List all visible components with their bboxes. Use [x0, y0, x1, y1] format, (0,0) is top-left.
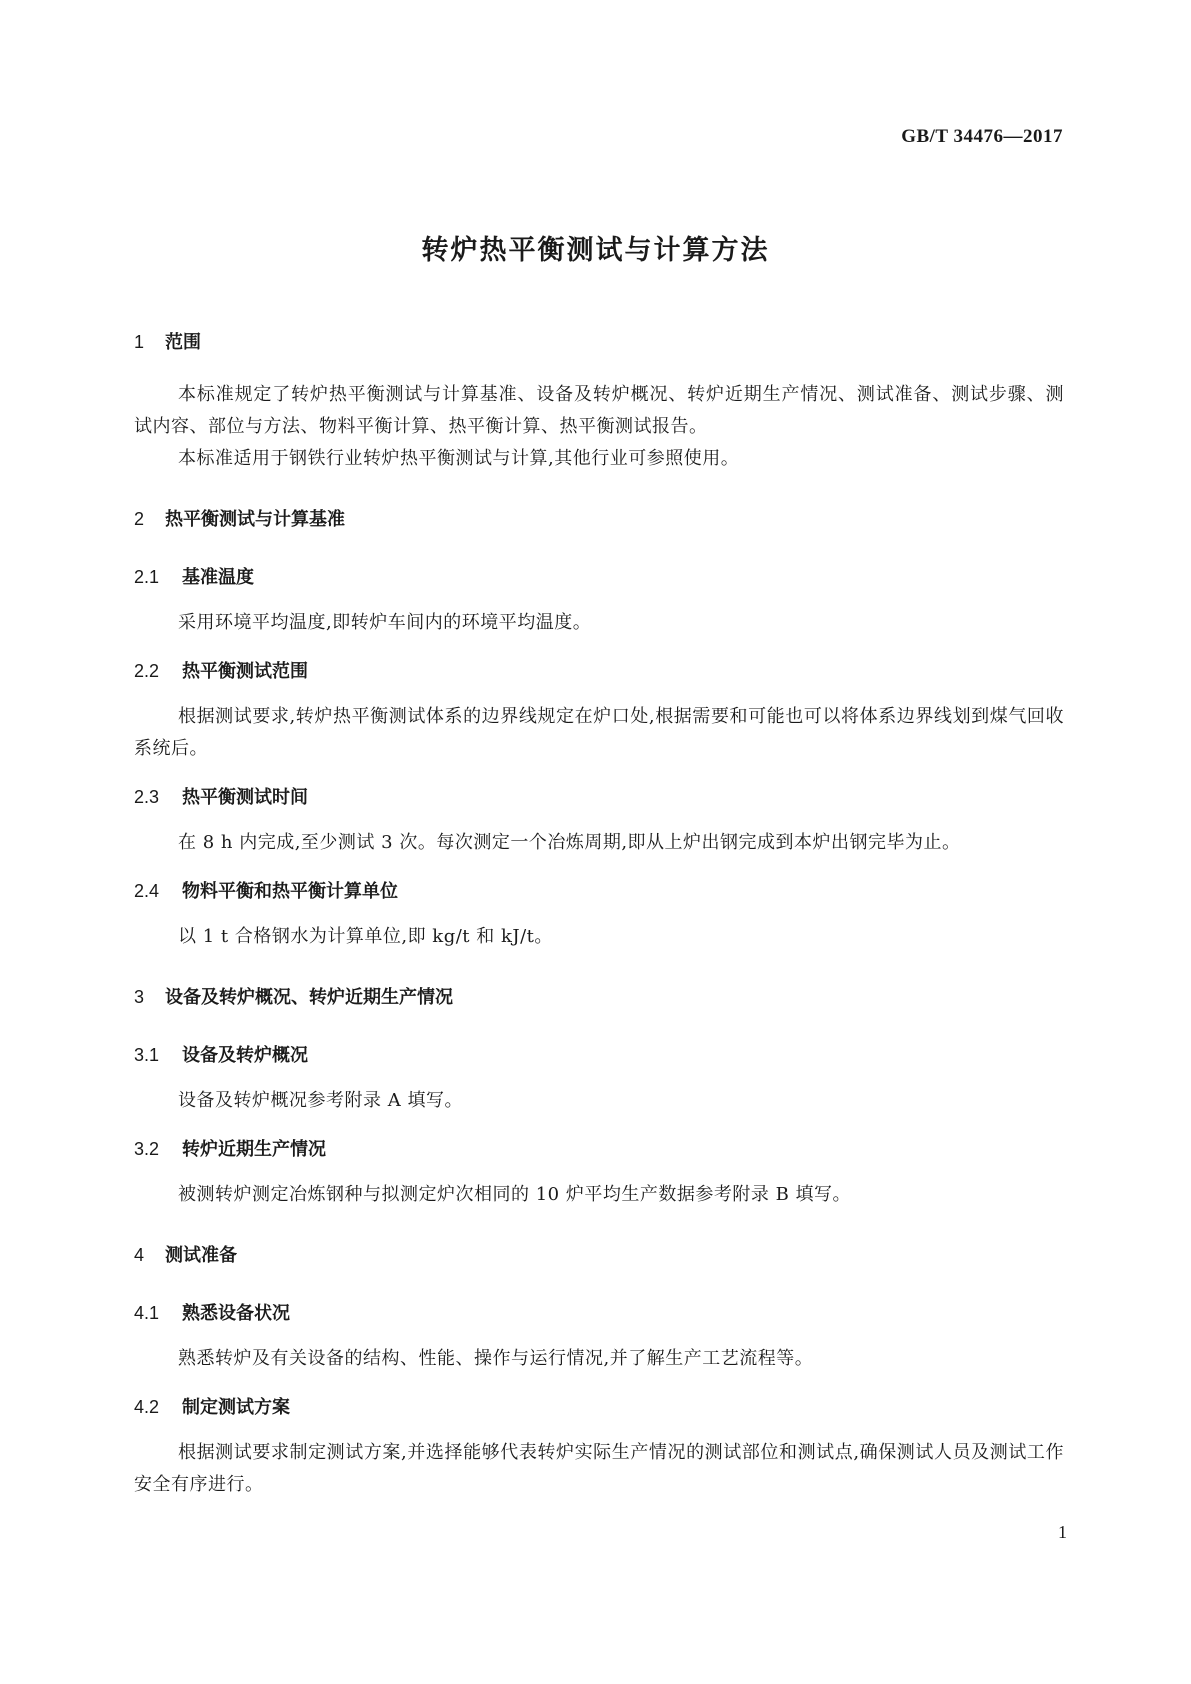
section-title: 设备及转炉概况、转炉近期生产情况: [165, 987, 453, 1008]
subsection-heading-2-2: [134, 657, 1064, 683]
section-heading-2: [134, 505, 1064, 531]
subsection-number: 3.2: [134, 1139, 160, 1159]
section-title: 范围: [165, 332, 201, 353]
subsection-heading-4-2: [134, 1393, 1064, 1419]
section-title: 测试准备: [165, 1245, 237, 1266]
subsection-number: 2.2: [134, 661, 160, 681]
standard-code: GB/T 34476—2017: [901, 126, 1063, 147]
section-title: 热平衡测试与计算基准: [165, 509, 345, 530]
subsection-heading-2-1: [134, 563, 1064, 589]
section-heading-4: [134, 1241, 1064, 1267]
paragraph: 设备及转炉概况参考附录 A 填写。: [178, 1090, 463, 1111]
paragraph: 采用环境平均温度,即转炉车间内的环境平均温度。: [178, 612, 592, 633]
paragraph: 本标准规定了转炉热平衡测试与计算基准、设备及转炉概况、转炉近期生产情况、测试准备、测试步骤、测试内容、部位与方法、物料平衡计算、热平衡计算、热平衡测试报告。: [134, 384, 1064, 437]
subsection-title: 热平衡测试时间: [182, 787, 308, 808]
subsection-title: 转炉近期生产情况: [182, 1139, 326, 1160]
subsection-heading-4-1: [134, 1299, 1064, 1325]
section-heading-3: [134, 983, 1064, 1009]
page-number: 1: [1058, 1522, 1067, 1542]
subsection-title: 基准温度: [182, 567, 254, 588]
subsection-title: 热平衡测试范围: [182, 661, 308, 682]
section-number: 3: [134, 987, 145, 1007]
document-body: [134, 328, 1064, 1501]
paragraph: 根据测试要求,转炉热平衡测试体系的边界线规定在炉口处,根据需要和可能也可以将体系边界线划到煤气回收系统后。: [134, 706, 1064, 759]
document-title: 转炉热平衡测试与计算方法: [421, 235, 770, 266]
subsection-number: 4.2: [134, 1397, 160, 1417]
subsection-number: 2.3: [134, 787, 160, 807]
section-number: 1: [134, 332, 145, 352]
section-number: 4: [134, 1245, 145, 1265]
subsection-number: 4.1: [134, 1303, 160, 1323]
paragraph: 在 8 h 内完成,至少测试 3 次。每次测定一个冶炼周期,即从上炉出钢完成到本炉出钢完毕为止。: [178, 832, 961, 853]
paragraph: 本标准适用于钢铁行业转炉热平衡测试与计算,其他行业可参照使用。: [178, 448, 740, 469]
subsection-title: 制定测试方案: [182, 1397, 290, 1418]
paragraph: 根据测试要求制定测试方案,并选择能够代表转炉实际生产情况的测试部位和测试点,确保测试人员及测试工作安全有序进行。: [134, 1442, 1064, 1495]
subsection-title: 物料平衡和热平衡计算单位: [182, 881, 398, 902]
subsection-heading-2-4: [134, 877, 1064, 903]
subsection-heading-3-2: [134, 1135, 1064, 1161]
paragraph: 熟悉转炉及有关设备的结构、性能、操作与运行情况,并了解生产工艺流程等。: [178, 1348, 814, 1369]
paragraph: 被测转炉测定冶炼钢种与拟测定炉次相同的 10 炉平均生产数据参考附录 B 填写。: [178, 1184, 852, 1205]
section-number: 2: [134, 509, 145, 529]
subsection-number: 3.1: [134, 1045, 160, 1065]
subsection-number: 2.1: [134, 567, 160, 587]
subsection-title: 设备及转炉概况: [182, 1045, 308, 1066]
subsection-number: 2.4: [134, 881, 160, 901]
subsection-title: 熟悉设备状况: [182, 1303, 290, 1324]
paragraph: 以 1 t 合格钢水为计算单位,即 kg/t 和 kJ/t。: [178, 926, 553, 947]
subsection-heading-2-3: [134, 783, 1064, 809]
section-heading-1: [134, 328, 1064, 354]
subsection-heading-3-1: [134, 1041, 1064, 1067]
